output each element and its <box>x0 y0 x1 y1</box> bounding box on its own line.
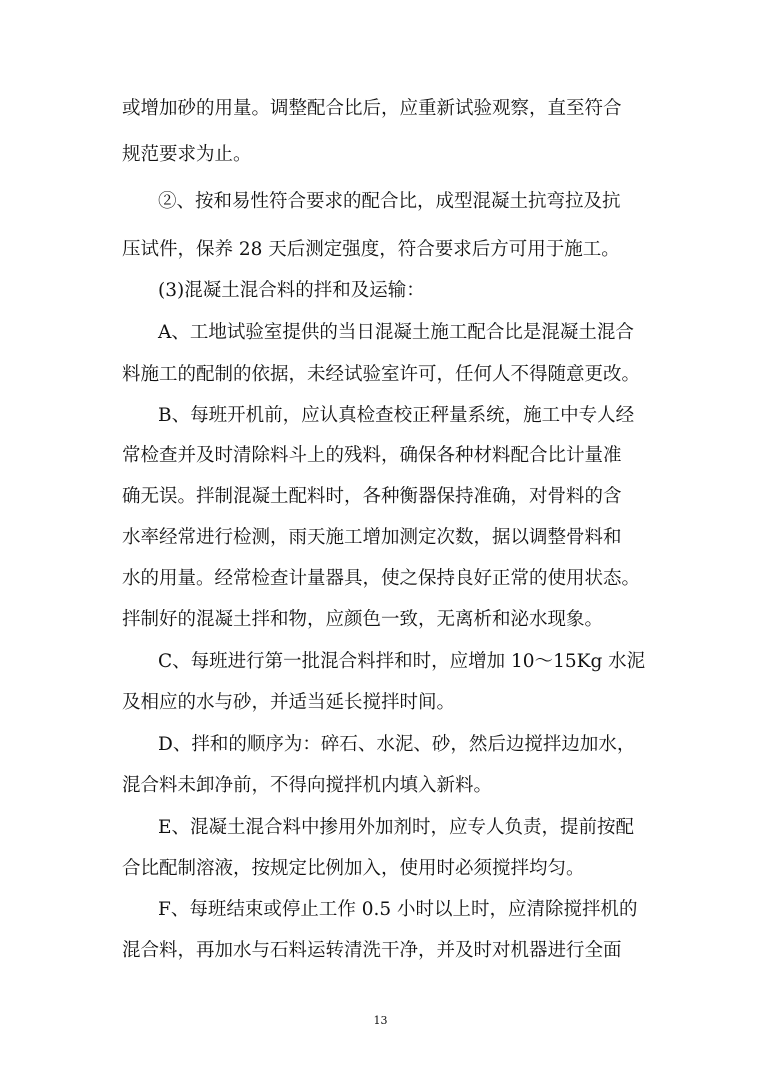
text-line: 确无误。拌制混凝土配料时，各种衡器保持准确，对骨料的含 <box>122 486 622 507</box>
text-line: 或增加砂的用量。调整配合比后，应重新试验观察，直至符合 <box>122 98 622 119</box>
text-line: A、工地试验室提供的当日混凝土施工配合比是混凝土混合 <box>158 322 634 343</box>
text-line: ②、按和易性符合要求的配合比，成型混凝土抗弯拉及抗 <box>158 191 621 212</box>
text-line: 常检查并及时清除料斗上的残料，确保各种材料配合比计量准 <box>122 445 622 466</box>
text-line: E、混凝土混合料中掺用外加剂时，应专人负责，提前按配 <box>158 817 635 838</box>
text-line: 料施工的配制的依据，未经试验室许可，任何人不得随意更改。 <box>122 364 641 385</box>
page-number: 13 <box>373 1014 388 1027</box>
text-line: D、拌和的顺序为：碎石、水泥、砂，然后边搅拌边加水， <box>158 734 636 755</box>
text-line: 混合料未卸净前，不得向搅拌机内填入新料。 <box>122 775 493 796</box>
text-line: 规范要求为止。 <box>122 144 252 165</box>
text-line: C、每班进行第一批混合料拌和时，应增加 10～15Kg 水泥 <box>158 651 646 672</box>
text-line: B、每班开机前，应认真检查校正秤量系统，施工中专人经 <box>158 405 635 426</box>
text-line: 压试件，保养 28 天后测定强度，符合要求后方可用于施工。 <box>122 239 620 260</box>
text-line: 合比配制溶液，按规定比例加入，使用时必须搅拌均匀。 <box>122 858 585 879</box>
text-line: (3)混凝土混合料的拌和及运输： <box>158 280 425 301</box>
text-line: 水的用量。经常检查计量器具，使之保持良好正常的使用状态。 <box>122 568 641 589</box>
text-line: F、每班结束或停止工作 0.5 小时以上时，应清除搅拌机的 <box>158 899 638 920</box>
text-line: 混合料，再加水与石料运转清洗干净，并及时对机器进行全面 <box>122 940 622 961</box>
text-line: 及相应的水与砂，并适当延长搅拌时间。 <box>122 692 456 713</box>
text-line: 拌制好的混凝土拌和物，应颜色一致，无离析和泌水现象。 <box>122 609 604 630</box>
text-line: 水率经常进行检测，雨天施工增加测定次数，据以调整骨料和 <box>122 527 622 548</box>
